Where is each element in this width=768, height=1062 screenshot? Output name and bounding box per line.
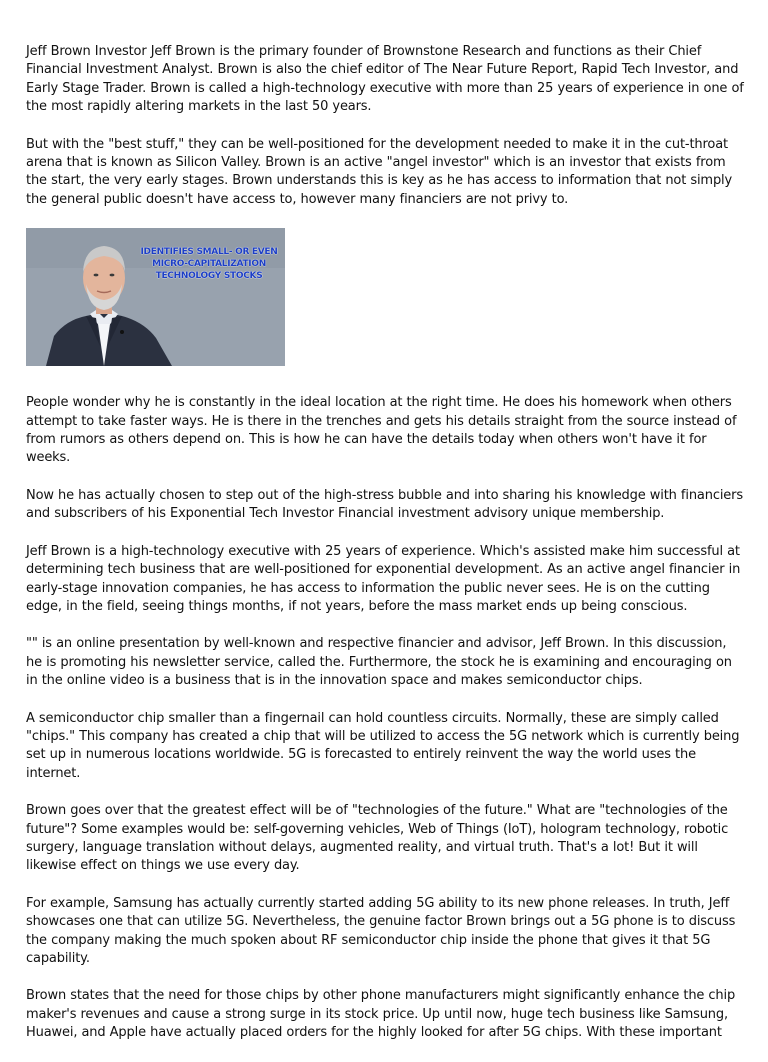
paragraph-presentation: "" is an online presentation by well-known and respective financier and advisor, Jeff Brown. In this discussion, he is promoting his newsletter service, called the. Furthermore, the stock he is examining and encouraging on in the online video is a business that is in the innovation space and makes semiconductor chips. bbox=[26, 636, 732, 689]
paragraph-membership: Now he has actually chosen to step out of the high-stress bubble and into sharing his knowledge with financiers and subscribers of his Exponential Tech Investor Financial investment advisory unique membership. bbox=[26, 487, 743, 522]
paragraph-homework: People wonder why he is constantly in the ideal location at the right time. He does his homework when others attempt to take faster ways. He is there in the trenches and gets his details straight from the source instead of from rumors as others depend on. This is how he can have the details today when others won't have it for weeks. bbox=[26, 395, 737, 466]
paragraph-silicon-valley: But with the "best stuff," they can be well-positioned for the development needed to make it in the cut-throat arena that is known as Silicon Valley. Brown is an active "angel investor" which is an investor that exists from the start, the very early stages. Brown understands this is key as he has access to information that not simply the general public doesn't have access to, however many financiers are not privy to. bbox=[26, 136, 733, 207]
paragraph-experience: Jeff Brown is a high-technology executive with 25 years of experience. Which's assisted make him successful at determining tech business that are well-positioned for exponential development. As an active angel financier in early-stage innovation companies, he has access to information the public never sees. He is on the cutting edge, in the field, seeing things months, if not years, before the mass market ends up being conscious. bbox=[26, 543, 741, 614]
paragraph-chip-demand: Brown states that the need for those chips by other phone manufacturers might significantly enhance the chip maker's revenues and cause a strong surge in its stock price. Up until now, huge tech business like Samsung, Huawei, and Apple have actually placed orders for the highly looked for after 5G chips. With these important bbox=[26, 988, 736, 1041]
presenter-video-still bbox=[26, 228, 285, 366]
paragraph-semiconductor: A semiconductor chip smaller than a fingernail can hold countless circuits. Normally, these are simply called "chips." This company has created a chip that will be utilized to access the 5G network which is currently being set up in numerous locations worldwide. 5G is forecasted to entirely reinvent the way the world uses the internet. bbox=[26, 710, 740, 781]
paragraph-samsung: For example, Samsung has actually currently started adding 5G ability to its new phone releases. In truth, Jeff showcases one that can utilize 5G. Nevertheless, the genuine factor Brown brings out a 5G phone is to discuss the company making the much spoken about RF semiconductor chip inside the phone that gives it that 5G capability. bbox=[26, 895, 736, 966]
article-body bbox=[26, 43, 746, 1062]
paragraph-intro: Jeff Brown Investor Jeff Brown is the primary founder of Brownstone Research and functions as their Chief Financial Investment Analyst. Brown is also the chief editor of The Near Future Report, Rapid Tech Investor, and Early Stage Trader. Brown is called a high-technology executive with more than 25 years of experience in one of the most rapidly altering markets in the last 50 years. bbox=[26, 44, 744, 115]
paragraph-future-tech: Brown goes over that the greatest effect will be of "technologies of the future." What are "technologies of the future"? Some examples would be: self-governing vehicles, Web of Things (IoT), hologram technology, robotic surgery, language translation without delays, augmented reality, and virtual truth. That's a lot! But it will likewise effect on things we use every day. bbox=[26, 803, 729, 874]
video-caption-text: IDENTIFIES SMALL- OR EVEN MICRO-CAPITALIZATION TECHNOLOGY STOCKS bbox=[140, 247, 278, 282]
